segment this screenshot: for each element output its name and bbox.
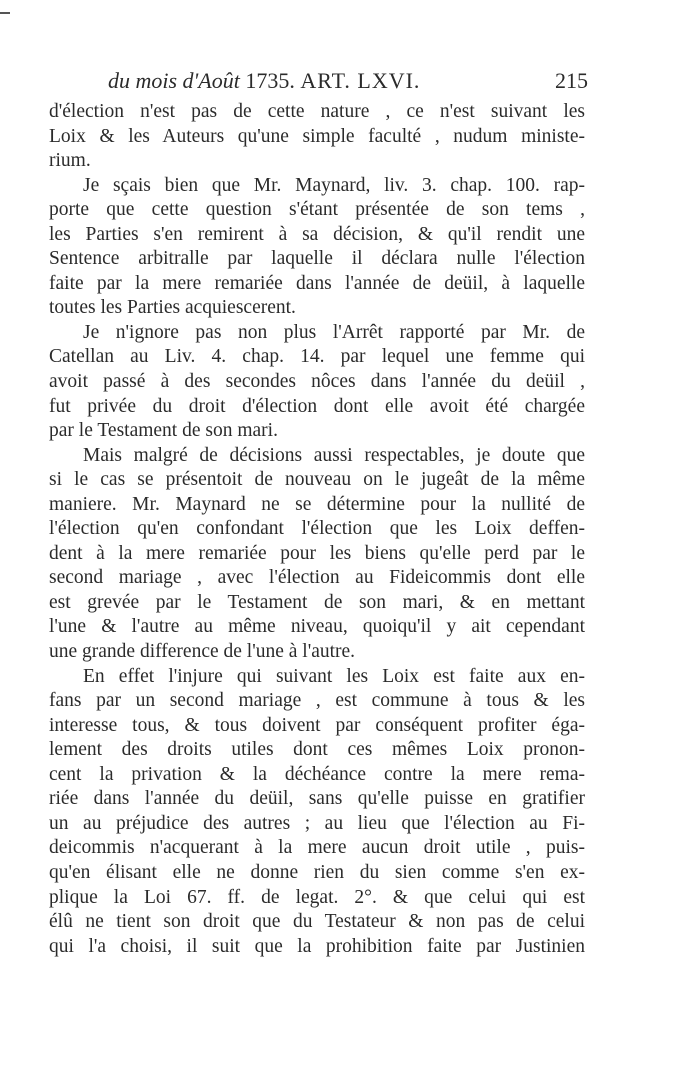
text-line: qui l'a choisi, il suit que la prohibition faite par Justinien: [49, 935, 585, 957]
running-head-article: ART. LXVI.: [300, 68, 421, 93]
text-line: fans par un second mariage , est commune à tous & les: [49, 690, 585, 712]
text-line: Loix & les Auteurs qu'une simple faculté , nudum ministe-: [49, 125, 585, 147]
page-number: 215: [555, 68, 588, 93]
text-line: cent la privation & la déchéance contre la mere rema-: [49, 763, 585, 785]
text-line: avoit passé à des secondes nôces dans l'année du deüil ,: [49, 371, 585, 393]
text-line: Sentence arbitralle par laquelle il déclara nulle l'élection: [49, 248, 585, 270]
text-line: maniere. Mr. Maynard ne se détermine pour la nullité de: [49, 493, 585, 515]
text-line: Mais malgré de décisions aussi respectables, je doute que: [83, 444, 585, 466]
text-line: plique la Loi 67. ff. de legat. 2°. & que celui qui est: [49, 886, 585, 908]
text-line: d'élection n'est pas de cette nature , ce n'est suivant les: [49, 101, 585, 122]
text-line: un au préjudice des autres ; au lieu que l'élection au Fi-: [49, 812, 585, 834]
text-line: l'élection qu'en confondant l'élection que les Loix deffen-: [49, 518, 585, 540]
text-line: faite par la mere remariée dans l'année de deüil, à laquelle: [49, 272, 585, 294]
page-edge-mark: [0, 12, 10, 14]
text-line: lement des droits utiles dont ces mêmes Loix pronon-: [49, 739, 585, 761]
text-line: Je sçais bien que Mr. Maynard, liv. 3. chap. 100. rap-: [83, 174, 585, 196]
text-line: est grevée par le Testament de son mari, & en mettant: [49, 591, 585, 613]
text-line: porte que cette question s'étant présentée de son tems ,: [49, 199, 585, 221]
body-text: [49, 100, 585, 959]
text-line: l'une & l'autre au même niveau, quoiqu'il y ait cependant: [49, 616, 585, 638]
text-line: deicommis n'acquerant à la mere aucun droit utile , puis-: [49, 837, 585, 859]
text-line: les Parties s'en remirent à sa décision, & qu'il rendit une: [49, 223, 585, 245]
text-line: par le Testament de son mari.: [49, 420, 278, 442]
text-line: rium.: [49, 150, 91, 172]
text-line: une grande difference de l'une à l'autre.: [49, 641, 356, 663]
text-line: toutes les Parties acquiescerent.: [49, 297, 296, 319]
text-line: si le cas se présentoit de nouveau on le jugeât de la même: [49, 469, 585, 491]
text-line: interesse tous, & tous doivent par conséquent profiter éga-: [49, 714, 585, 736]
running-head-date: du mois d'Août: [108, 68, 240, 93]
running-head: [108, 68, 588, 94]
running-head-title: [108, 68, 420, 94]
text-line: second mariage , avec l'élection au Fideicommis dont elle: [49, 567, 585, 589]
text-line: riée dans l'année du deüil, sans qu'elle puisse en gratifier: [49, 788, 585, 810]
text-line: élû ne tient son droit que du Testateur & non pas de celui: [49, 911, 585, 933]
text-line: Je n'ignore pas non plus l'Arrêt rapporté par Mr. de: [83, 321, 585, 343]
text-line: Catellan au Liv. 4. chap. 14. par lequel une femme qui: [49, 346, 585, 368]
text-line: qu'en élisant elle ne donne rien du sien comme s'en ex-: [49, 861, 585, 883]
text-line: dent à la mere remariée pour les biens qu'elle perd par le: [49, 542, 585, 564]
text-line: En effet l'injure qui suivant les Loix est faite aux en-: [83, 665, 585, 687]
running-head-year: 1735.: [245, 68, 295, 93]
text-line: fut privée du droit d'élection dont elle avoit été chargée: [49, 395, 585, 417]
